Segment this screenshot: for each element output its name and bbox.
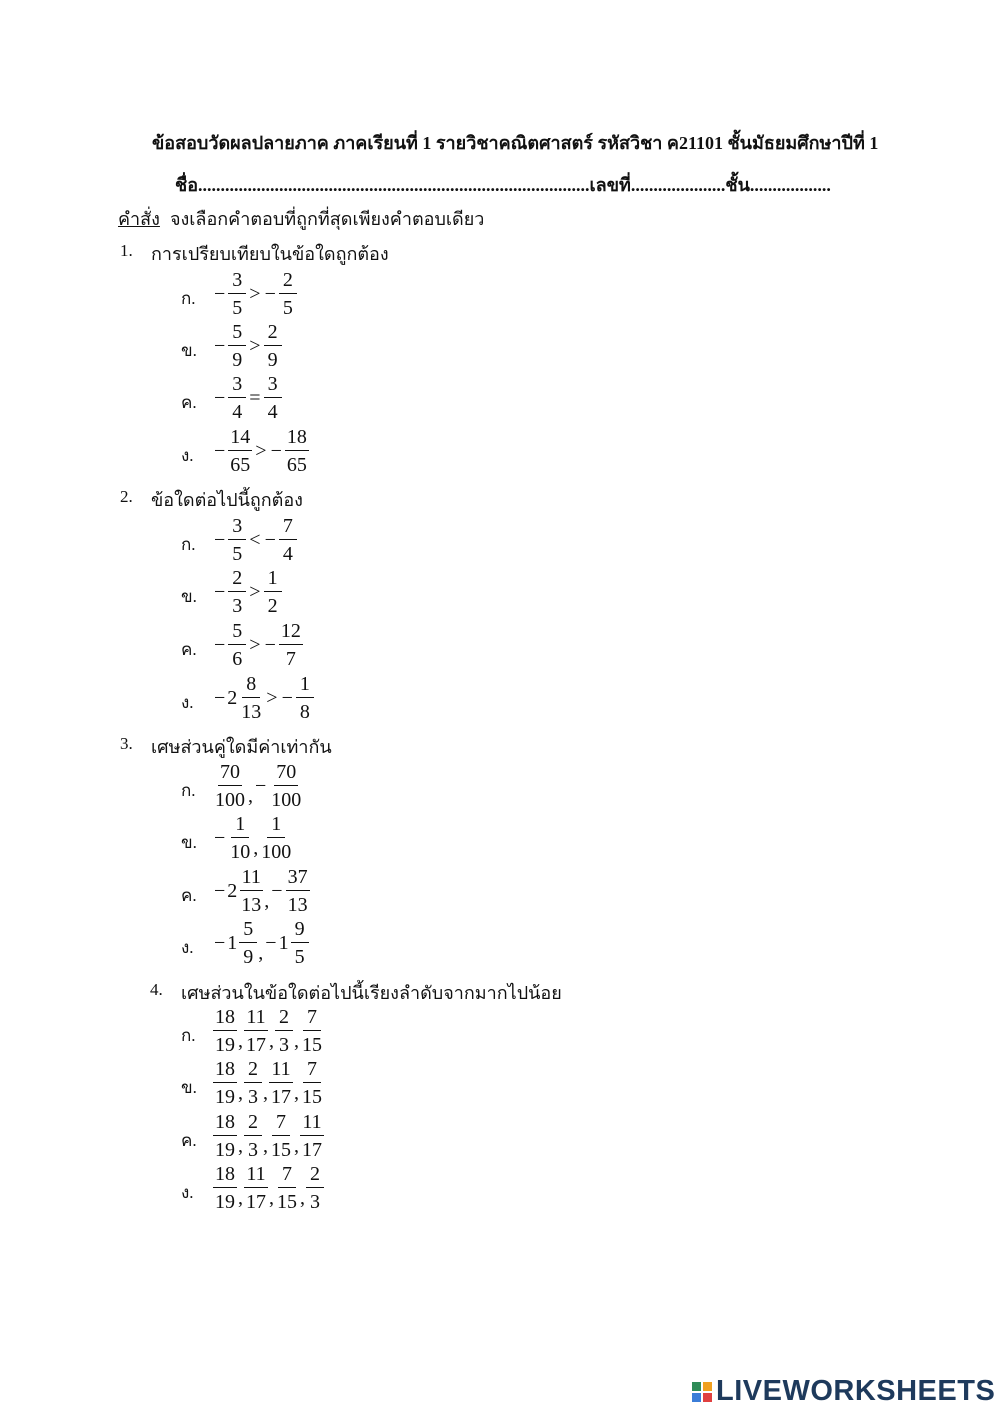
fraction [264, 374, 282, 422]
numerator: 2 [279, 270, 297, 294]
numerator: 1 [231, 814, 249, 838]
choice-expression [212, 318, 283, 374]
denominator: 3 [248, 1139, 258, 1161]
numerator: 2 [228, 568, 246, 592]
fraction [228, 814, 252, 862]
denominator: 2 [267, 595, 278, 617]
fraction [239, 867, 263, 915]
minus-sign: − [255, 774, 267, 797]
fraction [264, 568, 282, 616]
minus-sign: − [214, 386, 226, 409]
fraction [228, 270, 246, 318]
numerator: 8 [242, 674, 260, 698]
comma: , [264, 890, 270, 912]
numerator: 2 [306, 1164, 324, 1188]
fraction [300, 1112, 324, 1160]
minus-sign: − [214, 334, 226, 357]
choice-label: ก. [181, 535, 196, 554]
whole-number: 1 [227, 931, 238, 954]
denominator: 65 [286, 454, 307, 476]
minus-sign: − [264, 528, 276, 551]
choice-label: ข. [181, 587, 197, 606]
fraction [279, 270, 297, 318]
minus-sign: − [264, 282, 276, 305]
question-4-number: 4. [150, 980, 163, 999]
whole-number: 2 [227, 686, 238, 709]
denominator: 5 [294, 946, 305, 968]
question-3-number: 3. [120, 734, 133, 753]
choice-expression [212, 1160, 325, 1216]
question-1-number: 1. [120, 241, 133, 260]
fraction [213, 1112, 237, 1160]
logo-text: LIVEWORKSHEETS [716, 1375, 996, 1407]
numerator: 37 [286, 867, 310, 891]
whole-number: 1 [278, 931, 289, 954]
choice-label: ง. [181, 693, 194, 712]
choice-label: ข. [181, 833, 197, 852]
numerator: 2 [244, 1059, 262, 1083]
comma: , [238, 1030, 243, 1052]
choice-label: ง. [181, 938, 194, 957]
choice-expression [212, 1108, 325, 1164]
liveworksheets-logo [692, 1375, 995, 1408]
minus-sign: − [264, 633, 276, 656]
comma: , [269, 1187, 274, 1209]
comparison-operator: > [249, 282, 261, 305]
comma: , [258, 942, 264, 964]
denominator: 65 [230, 454, 251, 476]
denominator: 4 [267, 401, 278, 423]
denominator: 19 [215, 1086, 235, 1108]
fraction [213, 762, 247, 810]
numerator: 18 [285, 427, 309, 451]
minus-sign: − [214, 580, 226, 603]
fraction [286, 867, 310, 915]
minus-sign: − [214, 282, 226, 305]
choice-expression [212, 512, 298, 568]
numerator: 11 [269, 1059, 292, 1083]
denominator: 7 [285, 648, 296, 670]
denominator: 9 [232, 349, 243, 371]
choice-expression [212, 423, 310, 479]
numerator: 7 [279, 516, 297, 540]
numerator: 2 [264, 322, 282, 346]
minus-sign: − [214, 931, 226, 954]
denominator: 17 [271, 1086, 291, 1108]
comparison-operator: = [249, 386, 261, 409]
comma: , [269, 1030, 274, 1052]
denominator: 15 [302, 1086, 322, 1108]
fraction [279, 621, 303, 669]
minus-sign: − [281, 686, 293, 709]
numerator: 18 [213, 1007, 237, 1031]
comma: , [294, 1030, 299, 1052]
fraction [269, 1059, 293, 1107]
choice-label: ค. [181, 886, 197, 905]
fraction [269, 1112, 293, 1160]
denominator: 17 [246, 1191, 266, 1213]
denominator: 9 [267, 349, 278, 371]
comma: , [238, 1082, 243, 1104]
denominator: 19 [215, 1034, 235, 1056]
fraction [228, 568, 246, 616]
fraction [300, 1007, 324, 1055]
comma: , [248, 785, 253, 807]
question-4-text: เศษส่วนในข้อใดต่อไปนี้เรียงลำดับจากมากไปน้อย [181, 983, 562, 1003]
question-2-text: ข้อใดต่อไปนี้ถูกต้อง [151, 490, 303, 510]
question-2-number: 2. [120, 487, 133, 506]
denominator: 15 [302, 1034, 322, 1056]
denominator: 15 [271, 1139, 291, 1161]
denominator: 19 [215, 1191, 235, 1213]
comparison-operator: > [255, 439, 267, 462]
fraction [228, 516, 246, 564]
fraction [228, 374, 246, 422]
numerator: 7 [303, 1007, 321, 1031]
denominator: 100 [215, 789, 245, 811]
denominator: 17 [302, 1139, 322, 1161]
comma: , [263, 1135, 268, 1157]
comparison-operator: > [266, 686, 278, 709]
numerator: 5 [228, 322, 246, 346]
numerator: 11 [244, 1164, 267, 1188]
choice-expression [212, 266, 298, 322]
comparison-operator: > [249, 580, 261, 603]
fraction [275, 1164, 299, 1212]
numerator: 3 [228, 516, 246, 540]
denominator: 13 [241, 701, 262, 723]
numerator: 18 [213, 1112, 237, 1136]
instruction-label: คำสั่ง [118, 209, 160, 229]
choice-label: ง. [181, 1183, 194, 1202]
numerator: 18 [213, 1164, 237, 1188]
minus-sign: − [265, 931, 277, 954]
denominator: 5 [232, 297, 243, 319]
student-info-fields: ชื่อ.......................................................................................เลขที่.....................ชั้น.................. [175, 175, 831, 195]
choice-expression [212, 1003, 325, 1059]
numerator: 1 [267, 814, 285, 838]
fraction [228, 621, 246, 669]
numerator: 7 [278, 1164, 296, 1188]
minus-sign: − [214, 686, 226, 709]
numerator: 9 [291, 919, 309, 943]
denominator: 3 [248, 1086, 258, 1108]
fraction [239, 919, 257, 967]
denominator: 13 [241, 894, 262, 916]
choice-label: ค. [181, 393, 197, 412]
comma: , [253, 837, 259, 859]
whole-number: 2 [227, 879, 238, 902]
denominator: 6 [232, 648, 243, 670]
comparison-operator: > [249, 334, 261, 357]
choice-expression [212, 1055, 325, 1111]
numerator: 3 [228, 374, 246, 398]
fraction [291, 919, 309, 967]
fraction [228, 322, 246, 370]
numerator: 1 [296, 674, 314, 698]
comma: , [263, 1082, 268, 1104]
choice-label: ก. [181, 289, 196, 308]
denominator: 19 [215, 1139, 235, 1161]
numerator: 5 [228, 621, 246, 645]
choice-label: ค. [181, 1131, 197, 1150]
minus-sign: − [214, 879, 226, 902]
numerator: 12 [279, 621, 303, 645]
numerator: 5 [239, 919, 257, 943]
fraction [213, 1007, 237, 1055]
fraction [264, 322, 282, 370]
fraction [228, 427, 252, 475]
fraction [279, 516, 297, 564]
fraction [239, 674, 263, 722]
instruction [118, 204, 484, 233]
minus-sign: − [214, 633, 226, 656]
numerator: 14 [228, 427, 252, 451]
denominator: 3 [232, 595, 243, 617]
fraction [244, 1007, 268, 1055]
numerator: 11 [240, 867, 263, 891]
comparison-operator: < [249, 528, 261, 551]
choice-expression [212, 863, 311, 919]
choice-label: ก. [181, 1026, 196, 1045]
numerator: 7 [272, 1112, 290, 1136]
denominator: 4 [282, 543, 293, 565]
fraction [300, 1059, 324, 1107]
denominator: 9 [243, 946, 254, 968]
numerator: 1 [264, 568, 282, 592]
choice-label: ง. [181, 446, 194, 465]
fraction [275, 1007, 293, 1055]
denominator: 13 [287, 894, 308, 916]
numerator: 3 [264, 374, 282, 398]
logo-squares-icon [692, 1382, 712, 1402]
numerator: 11 [244, 1007, 267, 1031]
choice-expression [212, 758, 304, 814]
denominator: 100 [271, 789, 302, 811]
minus-sign: − [214, 826, 226, 849]
choice-expression [212, 670, 315, 726]
denominator: 15 [277, 1191, 297, 1213]
choice-expression [212, 617, 304, 673]
comma: , [238, 1135, 243, 1157]
numerator: 2 [275, 1007, 293, 1031]
comma: , [294, 1082, 299, 1104]
denominator: 5 [282, 297, 293, 319]
comma: , [300, 1187, 305, 1209]
denominator: 4 [232, 401, 243, 423]
denominator: 17 [246, 1034, 266, 1056]
minus-sign: − [214, 439, 226, 462]
choice-expression [212, 370, 283, 426]
numerator: 70 [274, 762, 298, 786]
denominator: 100 [261, 841, 292, 863]
denominator: 8 [299, 701, 310, 723]
numerator: 11 [300, 1112, 323, 1136]
denominator: 5 [232, 543, 243, 565]
fraction [269, 762, 303, 810]
choice-expression [212, 810, 294, 866]
numerator: 70 [218, 762, 242, 786]
choice-label: ก. [181, 781, 196, 800]
exam-title: ข้อสอบวัดผลปลายภาค ภาคเรียนที่ 1 รายวิชาคณิตศาสตร์ รหัสวิชา ค21101 ชั้นมัธยมศึกษาปีที่ 1 [152, 133, 879, 153]
denominator: 3 [279, 1034, 289, 1056]
choice-label: ข. [181, 341, 197, 360]
fraction [244, 1112, 262, 1160]
fraction [306, 1164, 324, 1212]
denominator: 3 [310, 1191, 320, 1213]
fraction [244, 1059, 262, 1107]
denominator: 10 [230, 841, 251, 863]
fraction [213, 1164, 237, 1212]
minus-sign: − [214, 528, 226, 551]
numerator: 2 [244, 1112, 262, 1136]
fraction [296, 674, 314, 722]
choice-label: ค. [181, 640, 197, 659]
minus-sign: − [271, 879, 283, 902]
question-1-text: การเปรียบเทียบในข้อใดถูกต้อง [151, 244, 389, 264]
choice-expression [212, 915, 310, 971]
comparison-operator: > [249, 633, 261, 656]
choice-label: ข. [181, 1078, 197, 1097]
minus-sign: − [270, 439, 282, 462]
numerator: 18 [213, 1059, 237, 1083]
numerator: 3 [228, 270, 246, 294]
fraction [285, 427, 309, 475]
instruction-text: จงเลือกคำตอบที่ถูกที่สุดเพียงคำตอบเดียว [169, 209, 485, 229]
fraction [259, 814, 293, 862]
choice-expression [212, 564, 283, 620]
fraction [244, 1164, 268, 1212]
comma: , [294, 1135, 299, 1157]
comma: , [238, 1187, 243, 1209]
question-3-text: เศษส่วนคู่ใดมีค่าเท่ากัน [151, 737, 332, 757]
numerator: 7 [303, 1059, 321, 1083]
fraction [213, 1059, 237, 1107]
